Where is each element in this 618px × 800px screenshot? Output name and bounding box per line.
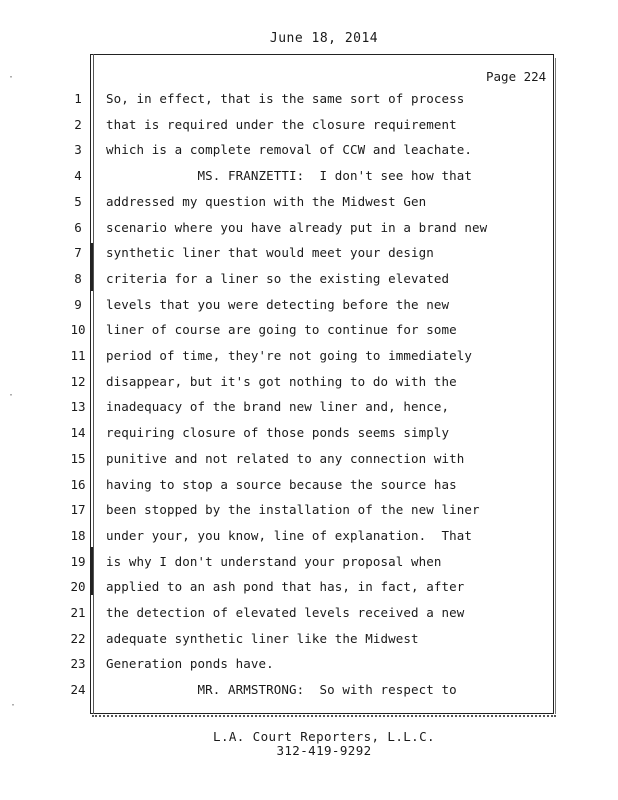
transcript-line-text: disappear, but it's got nothing to do with the	[106, 373, 457, 389]
transcript-line-text: period of time, they're not going to immediately	[106, 348, 473, 363]
transcript-line-text: liner of course are going to continue for some	[106, 322, 457, 338]
transcript-line-text: is why I don't understand your proposal when	[106, 553, 442, 569]
transcript-line-text: levels that you were detecting before the new	[106, 296, 450, 312]
line-number: 10	[70, 322, 86, 338]
transcript-line-text: MR. ARMSTRONG: So with respect to	[106, 682, 457, 698]
transcript-line-text: been stopped by the installation of the new liner	[106, 502, 480, 518]
scan-artifact-mark: ·	[8, 390, 15, 401]
line-number: 3	[74, 142, 82, 158]
transcript-line-text: which is a complete removal of CCW and leachate.	[106, 142, 473, 158]
line-number: 17	[70, 502, 86, 518]
line-number: 4	[74, 168, 82, 184]
transcript-line-text: the detection of elevated levels received a new	[106, 605, 465, 620]
transcript-line-text: punitive and not related to any connection with	[106, 450, 465, 466]
transcript-line-text: synthetic liner that would meet your design	[106, 245, 434, 261]
line-number: 22	[70, 630, 86, 646]
frame-right-shadow	[555, 58, 556, 714]
transcript-line-text: adequate synthetic liner like the Midwest	[106, 630, 419, 646]
line-number: 20	[70, 579, 86, 595]
line-number: 5	[74, 193, 82, 209]
line-number: 13	[70, 399, 86, 415]
transcript-line-text: Generation ponds have.	[106, 656, 274, 672]
footer-company: L.A. Court Reporters, L.L.C.	[213, 729, 435, 744]
line-number: 8	[74, 270, 82, 286]
transcript-line-text: inadequacy of the brand new liner and, hence,	[106, 399, 450, 415]
transcript-line-text: criteria for a liner so the existing elevated	[106, 270, 450, 286]
line-number: 7	[74, 245, 82, 261]
line-number: 21	[70, 605, 86, 620]
line-number: 24	[70, 682, 86, 698]
transcript-line-text: requiring closure of those ponds seems simply	[106, 425, 450, 441]
transcript-line-text: scenario where you have already put in a brand new	[106, 219, 488, 235]
line-number: 9	[74, 296, 82, 312]
transcript-line-text: So, in effect, that is the same sort of process	[106, 91, 465, 106]
line-number: 15	[70, 450, 86, 466]
line-number: 6	[74, 219, 82, 235]
line-number: 16	[70, 476, 86, 492]
transcript-line-text: addressed my question with the Midwest Gen	[106, 193, 427, 209]
footer-phone: 312-419-9292	[276, 743, 372, 758]
line-number: 14	[70, 425, 86, 441]
transcript-line-text: having to stop a source because the source has	[106, 476, 457, 492]
page-number-label: Page 224	[486, 69, 547, 84]
line-number: 11	[70, 348, 86, 363]
transcript-line-text: under your, you know, line of explanation. That	[106, 527, 473, 543]
scan-artifact-mark: ·	[10, 700, 17, 711]
frame-bottom-dotted-rule	[92, 715, 556, 719]
header-date: June 18, 2014	[269, 31, 379, 46]
transcript-line-text: that is required under the closure requirement	[106, 116, 457, 132]
line-number: 12	[70, 373, 86, 389]
scan-artifact-mark: ·	[8, 72, 15, 83]
line-number: 2	[74, 116, 82, 132]
line-number: 18	[70, 527, 86, 543]
line-number: 19	[70, 553, 86, 569]
line-number: 23	[70, 656, 86, 672]
line-number: 1	[74, 91, 82, 106]
transcript-line-text: applied to an ash pond that has, in fact, after	[106, 579, 465, 595]
transcript-line-text: MS. FRANZETTI: I don't see how that	[106, 168, 473, 184]
